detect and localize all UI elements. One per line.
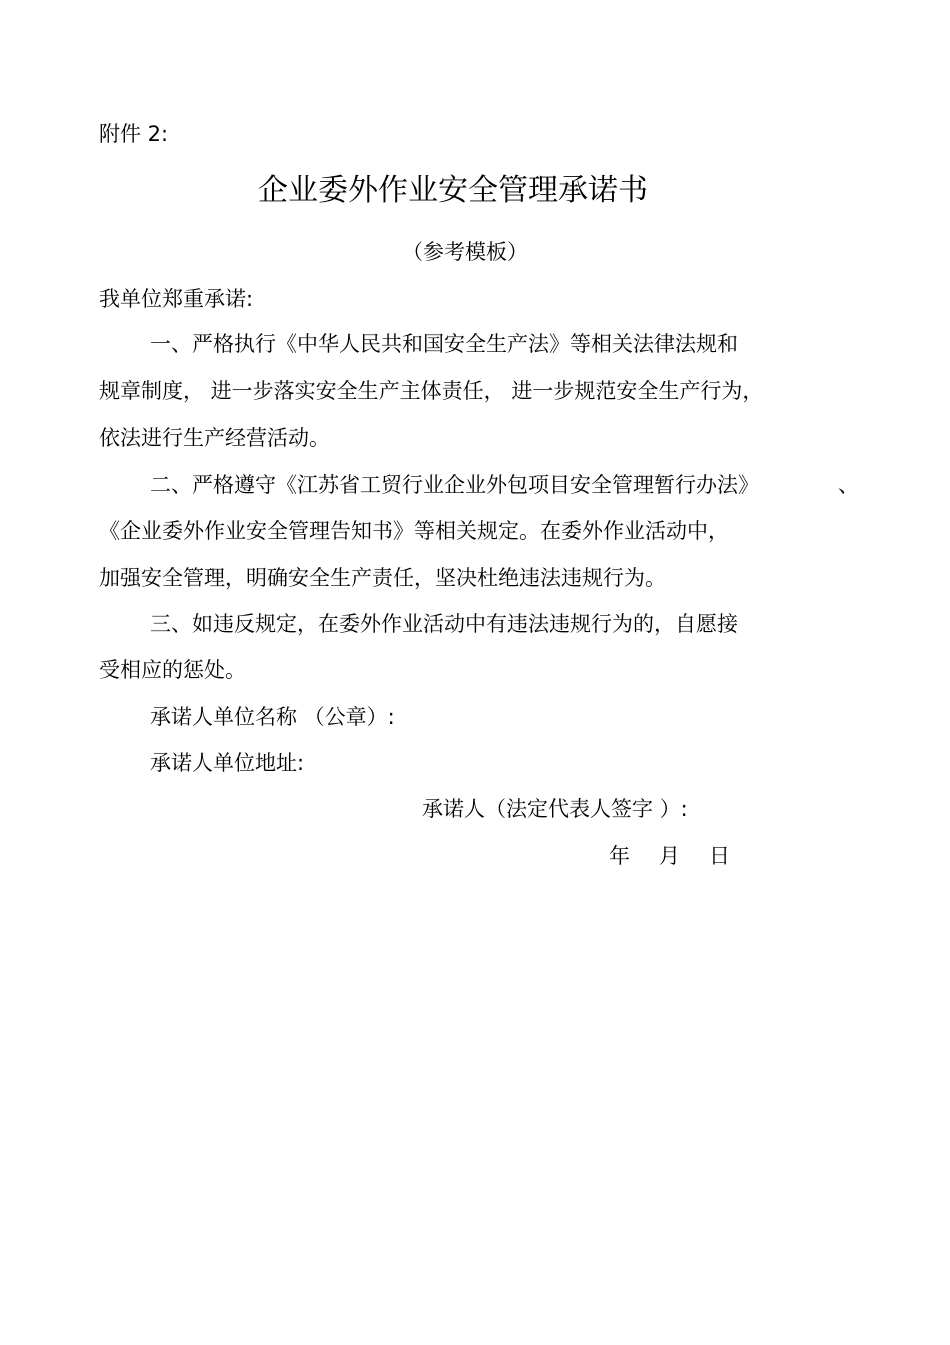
document-title: 企业委外作业安全管理承诺书: [258, 173, 648, 208]
paragraph-2-separator-mark: 、: [838, 473, 859, 497]
paragraph-1-line-3: 依法进行生产经营活动。: [99, 426, 330, 450]
paragraph-1-line-1: 一、严格执行《中华人民共和国安全生产法》等相关法律法规和: [150, 332, 738, 356]
date-month-label: 月: [659, 844, 680, 868]
date-day-label: 日: [709, 844, 730, 868]
paragraph-3-line-1: 三、如违反规定，在委外作业活动中有违法违规行为的，自愿接: [150, 612, 738, 636]
attachment-label: 附件 2:: [99, 122, 169, 146]
date-year-label: 年: [609, 844, 630, 868]
paragraph-2-line-2: 《企业委外作业安全管理告知书》等相关规定。在委外作业活动中，: [99, 519, 729, 543]
paragraph-2-line-3: 加强安全管理，明确安全生产责任，坚决杜绝违法违规行为。: [99, 566, 666, 590]
unit-name-label: 承诺人单位名称 （公章）:: [150, 705, 395, 729]
greeting-text: 我单位郑重承诺:: [99, 287, 254, 311]
document-subtitle: （参考模板）: [402, 240, 528, 264]
paragraph-1-line-2: 规章制度， 进一步落实安全生产主体责任， 进一步规范安全生产行为，: [99, 379, 764, 403]
paragraph-3-line-2: 受相应的惩处。: [99, 658, 246, 682]
signatory-label: 承诺人（法定代表人签字 ）:: [422, 797, 688, 821]
unit-address-label: 承诺人单位地址:: [150, 751, 305, 775]
paragraph-2-line-1: 二、严格遵守《江苏省工贸行业企业外包项目安全管理暂行办法》: [150, 473, 759, 497]
